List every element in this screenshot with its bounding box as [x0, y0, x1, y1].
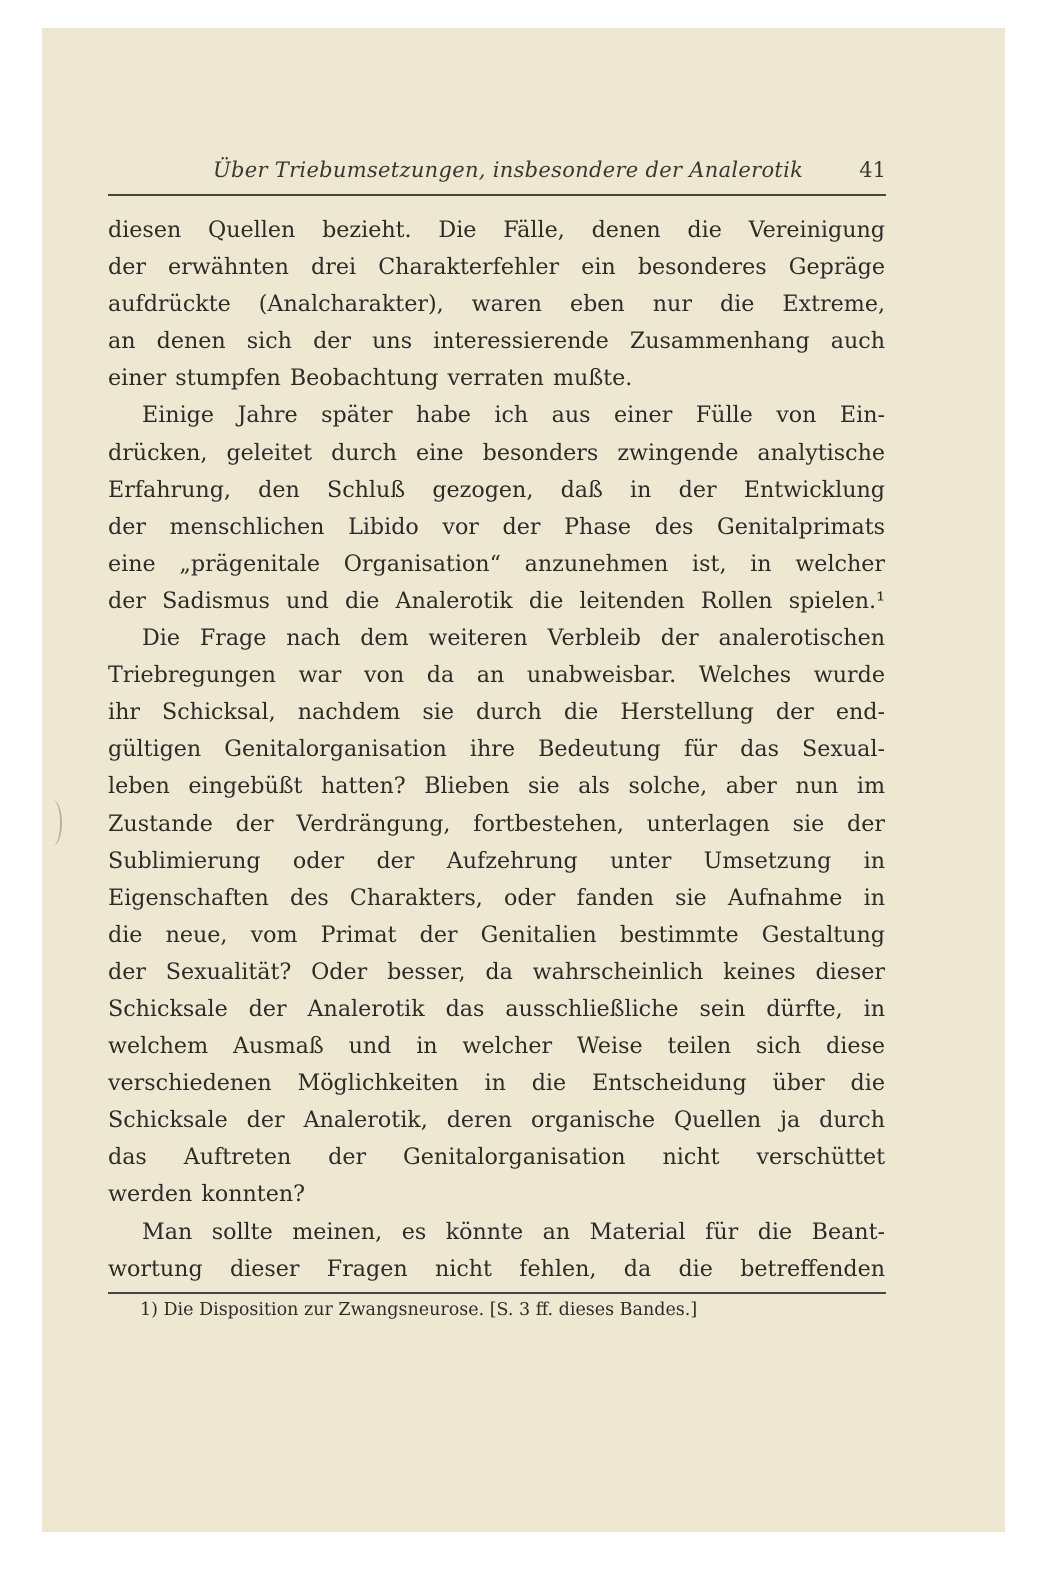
text-line: gültigen Genitalorganisation ihre Bedeutung für das Sexual-: [108, 736, 885, 763]
text-line: das Auftreten der Genitalorganisation nicht verschüttet: [108, 1144, 885, 1171]
text-line: diesen Quellen bezieht. Die Fälle, denen die Vereinigung: [108, 217, 885, 243]
text-line: Zustande der Verdrängung, fortbestehen, unterlagen sie der: [108, 810, 885, 837]
page-header: [108, 156, 886, 188]
text-line: Eigenschaften des Charakters, oder fanden sie Aufnahme in: [108, 884, 885, 911]
text-line: der Sexualität? Oder besser, da wahrscheinlich keines dieser: [108, 958, 885, 985]
text-line: Sublimierung oder der Aufzehrung unter Umsetzung in: [108, 847, 885, 874]
text-line: wortung dieser Fragen nicht fehlen, da die betreffenden: [108, 1255, 885, 1282]
running-title: Über Triebumsetzungen, insbesondere der Analerotik: [213, 158, 804, 182]
text-line: ihr Schicksal, nachdem sie durch die Herstellung der end-: [108, 699, 885, 726]
text-line: leben eingebüßt hatten? Blieben sie als solche, aber nun im: [108, 773, 885, 800]
text-line: der Sadismus und die Analerotik die leitenden Rollen spielen.¹: [108, 587, 885, 614]
text-line: verschiedenen Möglichkeiten in die Entscheidung über die: [108, 1070, 885, 1097]
text-line: Man sollte meinen, es könnte an Material für die Beant-: [142, 1218, 885, 1245]
text-line: drücken, geleitet durch eine besonders zwingende analytische: [108, 439, 885, 466]
text-line: die neue, vom Primat der Genitalien bestimmte Gestaltung: [108, 921, 885, 948]
text-line: Schicksale der Analerotik das ausschließliche sein dürfte, in: [108, 995, 885, 1022]
header-rule: [108, 194, 886, 196]
text-line: der erwähnten drei Charakterfehler ein besonderes Gepräge: [108, 254, 885, 281]
page-number: 41: [859, 158, 886, 182]
text-line: einer stumpfen Beobachtung verraten mußte.: [108, 365, 633, 392]
text-line: der menschlichen Libido vor der Phase des Genitalprimats: [108, 513, 885, 540]
text-line: welchem Ausmaß und in welcher Weise teilen sich diese: [108, 1033, 885, 1060]
text-line: Schicksale der Analerotik, deren organische Quellen ja durch: [108, 1107, 885, 1134]
text-line: Triebregungen war von da an unabweisbar. Welches wurde: [108, 662, 885, 689]
footnote: 1) Die Disposition zur Zwangsneurose. [S. 3 ff. dieses Bandes.]: [140, 1300, 698, 1320]
body-text: [108, 212, 885, 1288]
text-line: werden konnten?: [108, 1181, 306, 1208]
text-line: an denen sich der uns interessierende Zusammenhang auch: [108, 328, 885, 355]
text-line: Die Frage nach dem weiteren Verbleib der analerotischen: [142, 625, 885, 652]
binding-mark: [44, 800, 62, 846]
text-line: eine „prägenitale Organisation“ anzunehmen ist, in welcher: [108, 550, 885, 577]
text-line: aufdrückte (Analcharakter), waren eben nur die Extreme,: [108, 291, 885, 318]
text-line: Erfahrung, den Schluß gezogen, daß in der Entwicklung: [108, 476, 885, 503]
text-line: Einige Jahre später habe ich aus einer Fülle von Ein-: [142, 402, 885, 429]
footnote-rule: [108, 1292, 886, 1294]
